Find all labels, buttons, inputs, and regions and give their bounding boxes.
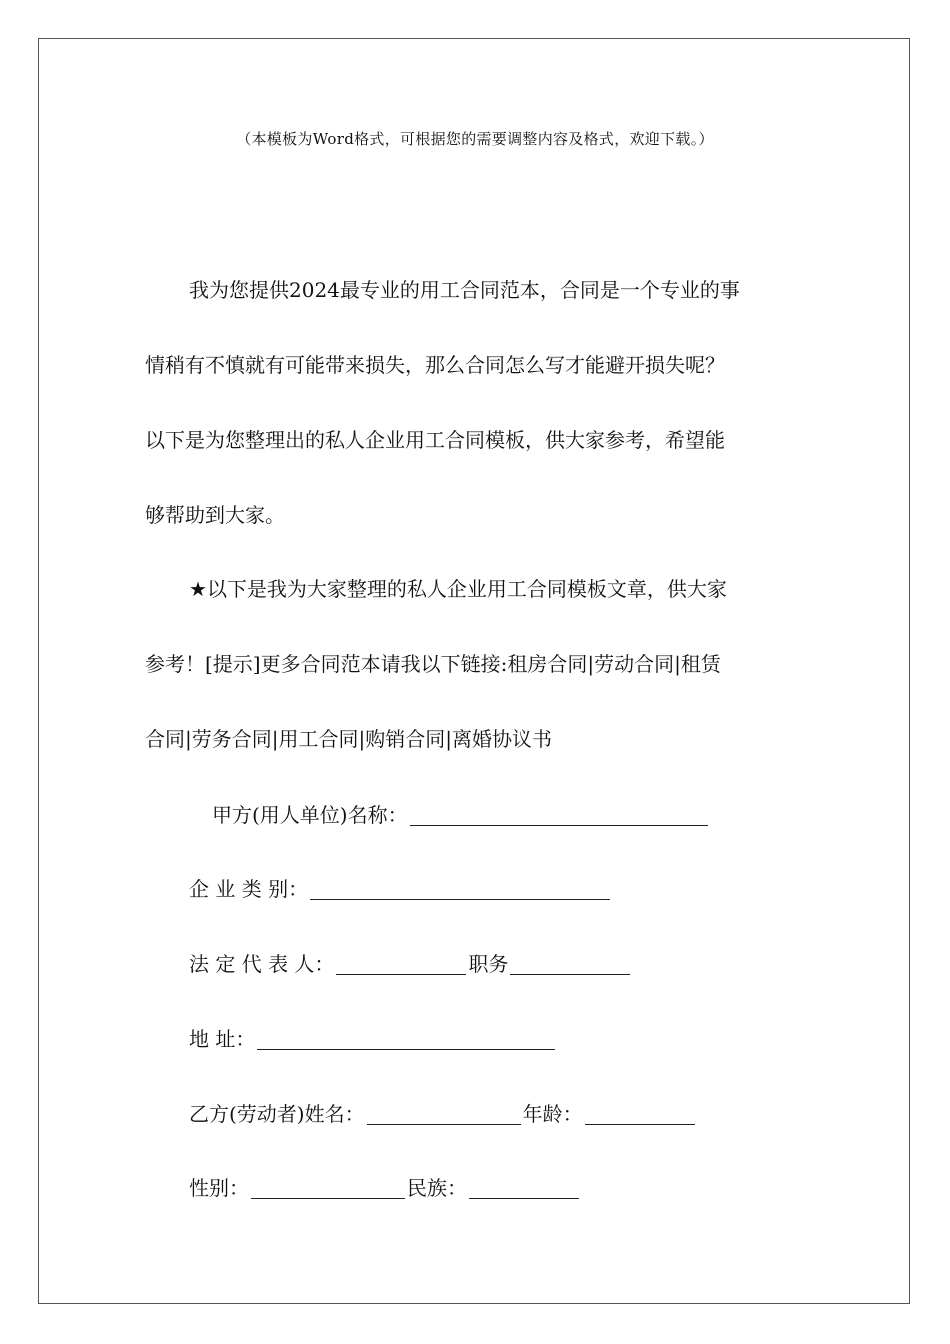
tip-line-3: 合同|劳务合同|用工合同|购销合同|离婚协议书 xyxy=(145,727,552,751)
address-row xyxy=(189,1023,557,1052)
party-a-name-row xyxy=(212,799,710,828)
tip-line-2: 参考！[提示]更多合同范本请我以下链接:租房合同|劳动合同|租赁 xyxy=(145,652,721,676)
legal-rep-blank[interactable] xyxy=(336,954,466,975)
party-b-name-blank[interactable] xyxy=(367,1104,521,1125)
party-a-name-label: 甲方(用人单位)名称： xyxy=(212,803,408,827)
tip-line-1-text: 以下是我为大家整理的私人企业用工合同模板文章，供大家 xyxy=(206,577,727,601)
enterprise-type-blank[interactable] xyxy=(310,879,610,900)
age-blank[interactable] xyxy=(585,1104,695,1125)
legal-rep-row xyxy=(189,948,632,977)
intro-line-4: 够帮助到大家。 xyxy=(145,503,285,527)
gender-row xyxy=(189,1172,581,1201)
address-blank[interactable] xyxy=(257,1029,555,1050)
template-notice: （本模板为Word格式，可根据您的需要调整内容及格式，欢迎下载。） xyxy=(236,130,714,148)
legal-rep-label: 法 定 代 表 人： xyxy=(189,952,335,976)
tip-line-1 xyxy=(189,573,727,602)
party-a-name-blank[interactable] xyxy=(410,805,708,826)
ethnicity-label: 民族： xyxy=(407,1176,467,1200)
star-icon: ★ xyxy=(189,577,207,601)
enterprise-type-row xyxy=(189,873,612,902)
position-blank[interactable] xyxy=(510,954,630,975)
intro-line-2: 情稍有不慎就有可能带来损失，那么合同怎么写才能避开损失呢？ xyxy=(145,353,725,377)
enterprise-type-label: 企 业 类 别： xyxy=(189,877,309,901)
address-label: 地 址： xyxy=(189,1027,256,1051)
gender-blank[interactable] xyxy=(251,1178,405,1199)
intro-line-1: 我为您提供2024最专业的用工合同范本，合同是一个专业的事 xyxy=(189,278,740,302)
ethnicity-blank[interactable] xyxy=(469,1178,579,1199)
party-b-name-label: 乙方(劳动者)姓名： xyxy=(189,1102,365,1126)
age-label: 年龄： xyxy=(522,1102,583,1126)
gender-label: 性别： xyxy=(189,1176,249,1200)
position-label: 职务 xyxy=(468,952,509,976)
intro-line-3: 以下是为您整理出的私人企业用工合同模板，供大家参考，希望能 xyxy=(145,428,725,452)
party-b-name-row xyxy=(189,1098,697,1127)
